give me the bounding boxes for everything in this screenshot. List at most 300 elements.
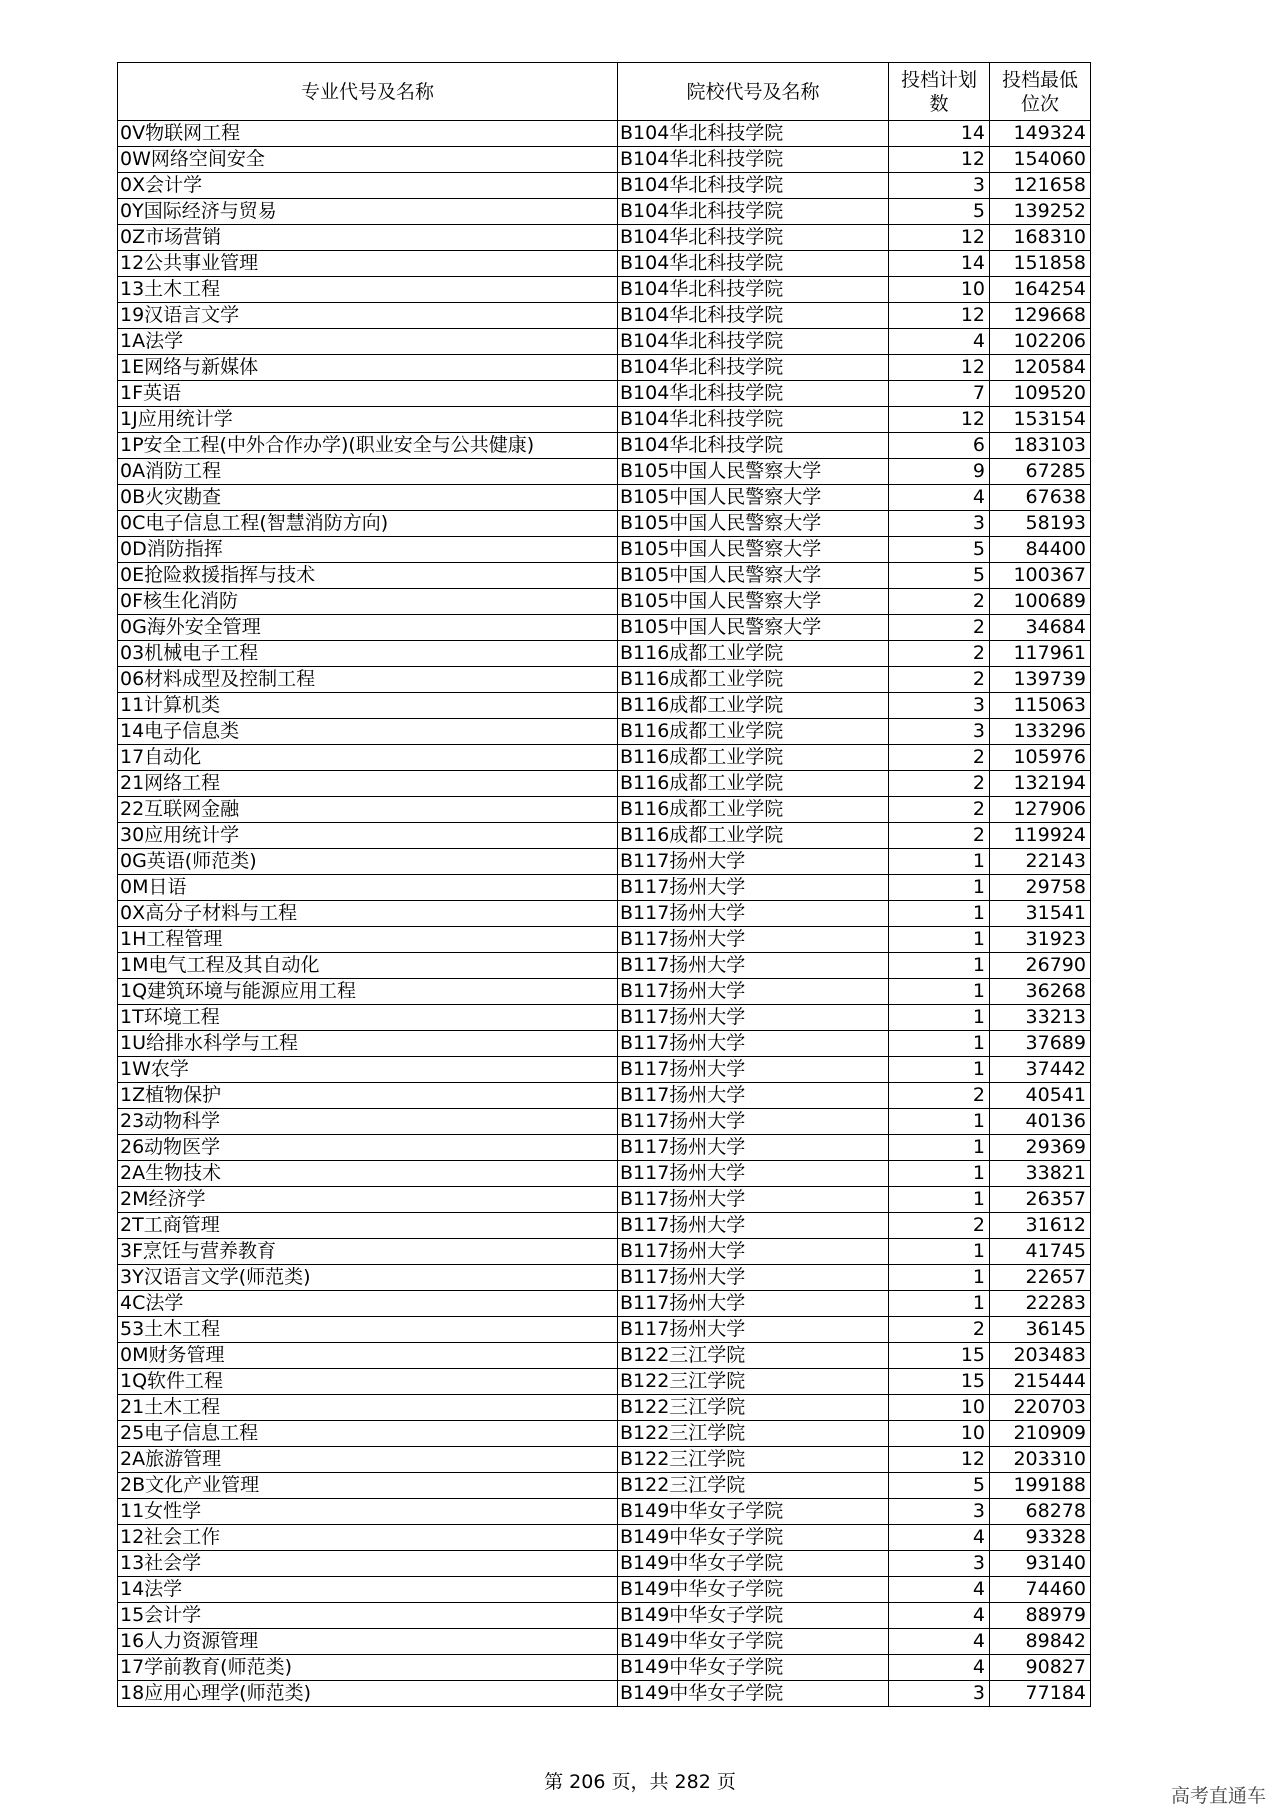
cell-school: B117扬州大学 <box>618 1317 889 1343</box>
cell-rank: 36145 <box>990 1317 1091 1343</box>
cell-plan: 5 <box>889 1473 990 1499</box>
cell-school: B116成都工业学院 <box>618 771 889 797</box>
cell-school: B105中国人民警察大学 <box>618 563 889 589</box>
cell-rank: 129668 <box>990 303 1091 329</box>
cell-plan: 1 <box>889 953 990 979</box>
cell-plan: 1 <box>889 1161 990 1187</box>
cell-plan: 4 <box>889 1603 990 1629</box>
cell-major: 0E抢险救援指挥与技术 <box>118 563 618 589</box>
cell-plan: 3 <box>889 1499 990 1525</box>
cell-school: B117扬州大学 <box>618 1031 889 1057</box>
cell-rank: 93328 <box>990 1525 1091 1551</box>
cell-school: B122三江学院 <box>618 1369 889 1395</box>
cell-plan: 1 <box>889 1031 990 1057</box>
cell-school: B116成都工业学院 <box>618 641 889 667</box>
cell-rank: 74460 <box>990 1577 1091 1603</box>
cell-major: 0X高分子材料与工程 <box>118 901 618 927</box>
cell-plan: 2 <box>889 615 990 641</box>
cell-rank: 29758 <box>990 875 1091 901</box>
cell-rank: 88979 <box>990 1603 1091 1629</box>
cell-plan: 4 <box>889 1655 990 1681</box>
cell-plan: 1 <box>889 875 990 901</box>
cell-major: 12公共事业管理 <box>118 251 618 277</box>
cell-school: B117扬州大学 <box>618 1213 889 1239</box>
cell-major: 0X会计学 <box>118 173 618 199</box>
cell-major: 2M经济学 <box>118 1187 618 1213</box>
table-row <box>118 1109 1091 1135</box>
cell-major: 19汉语言文学 <box>118 303 618 329</box>
cell-plan: 12 <box>889 1447 990 1473</box>
cell-plan: 1 <box>889 1265 990 1291</box>
table-row <box>118 1499 1091 1525</box>
cell-school: B149中华女子学院 <box>618 1655 889 1681</box>
cell-rank: 22283 <box>990 1291 1091 1317</box>
cell-plan: 3 <box>889 511 990 537</box>
cell-major: 03机械电子工程 <box>118 641 618 667</box>
cell-plan: 15 <box>889 1369 990 1395</box>
cell-rank: 29369 <box>990 1135 1091 1161</box>
cell-plan: 9 <box>889 459 990 485</box>
cell-plan: 4 <box>889 1577 990 1603</box>
cell-major: 2A生物技术 <box>118 1161 618 1187</box>
cell-rank: 58193 <box>990 511 1091 537</box>
cell-rank: 67285 <box>990 459 1091 485</box>
cell-major: 1T环境工程 <box>118 1005 618 1031</box>
cell-school: B105中国人民警察大学 <box>618 615 889 641</box>
cell-major: 0D消防指挥 <box>118 537 618 563</box>
cell-rank: 105976 <box>990 745 1091 771</box>
cell-school: B104华北科技学院 <box>618 199 889 225</box>
cell-rank: 139739 <box>990 667 1091 693</box>
cell-rank: 33213 <box>990 1005 1091 1031</box>
table-row <box>118 537 1091 563</box>
admission-table <box>117 62 1091 1707</box>
cell-plan: 3 <box>889 1551 990 1577</box>
table-row <box>118 147 1091 173</box>
table-row <box>118 225 1091 251</box>
table-row <box>118 1525 1091 1551</box>
cell-rank: 109520 <box>990 381 1091 407</box>
cell-major: 0G英语(师范类) <box>118 849 618 875</box>
cell-plan: 14 <box>889 251 990 277</box>
cell-plan: 2 <box>889 667 990 693</box>
table-row <box>118 511 1091 537</box>
cell-school: B122三江学院 <box>618 1473 889 1499</box>
cell-rank: 77184 <box>990 1681 1091 1707</box>
cell-school: B105中国人民警察大学 <box>618 589 889 615</box>
table-row <box>118 1317 1091 1343</box>
table-row <box>118 563 1091 589</box>
table-row <box>118 173 1091 199</box>
cell-plan: 4 <box>889 485 990 511</box>
cell-plan: 14 <box>889 121 990 147</box>
cell-school: B104华北科技学院 <box>618 225 889 251</box>
cell-rank: 183103 <box>990 433 1091 459</box>
cell-school: B105中国人民警察大学 <box>618 511 889 537</box>
cell-plan: 10 <box>889 1421 990 1447</box>
cell-rank: 31541 <box>990 901 1091 927</box>
table-row <box>118 1213 1091 1239</box>
cell-school: B104华北科技学院 <box>618 381 889 407</box>
cell-major: 0F核生化消防 <box>118 589 618 615</box>
cell-rank: 168310 <box>990 225 1091 251</box>
cell-plan: 12 <box>889 303 990 329</box>
cell-plan: 12 <box>889 407 990 433</box>
cell-major: 22互联网金融 <box>118 797 618 823</box>
cell-major: 1Z植物保护 <box>118 1083 618 1109</box>
cell-rank: 120584 <box>990 355 1091 381</box>
cell-school: B149中华女子学院 <box>618 1525 889 1551</box>
cell-school: B117扬州大学 <box>618 901 889 927</box>
cell-major: 1E网络与新媒体 <box>118 355 618 381</box>
table-row <box>118 355 1091 381</box>
cell-plan: 2 <box>889 1083 990 1109</box>
table-row <box>118 1551 1091 1577</box>
cell-school: B104华北科技学院 <box>618 251 889 277</box>
cell-school: B117扬州大学 <box>618 1239 889 1265</box>
cell-school: B116成都工业学院 <box>618 797 889 823</box>
cell-school: B117扬州大学 <box>618 1187 889 1213</box>
table-row <box>118 797 1091 823</box>
cell-school: B117扬州大学 <box>618 1161 889 1187</box>
cell-rank: 36268 <box>990 979 1091 1005</box>
cell-rank: 117961 <box>990 641 1091 667</box>
cell-rank: 203483 <box>990 1343 1091 1369</box>
table-body <box>118 121 1091 1707</box>
cell-major: 3Y汉语言文学(师范类) <box>118 1265 618 1291</box>
table-row <box>118 251 1091 277</box>
cell-school: B149中华女子学院 <box>618 1681 889 1707</box>
cell-school: B104华北科技学院 <box>618 433 889 459</box>
cell-plan: 1 <box>889 1057 990 1083</box>
cell-plan: 5 <box>889 537 990 563</box>
cell-rank: 22657 <box>990 1265 1091 1291</box>
cell-major: 21土木工程 <box>118 1395 618 1421</box>
table-row <box>118 459 1091 485</box>
table-row <box>118 277 1091 303</box>
table-row <box>118 823 1091 849</box>
cell-plan: 10 <box>889 277 990 303</box>
cell-plan: 2 <box>889 641 990 667</box>
cell-rank: 199188 <box>990 1473 1091 1499</box>
cell-major: 0M财务管理 <box>118 1343 618 1369</box>
cell-major: 11计算机类 <box>118 693 618 719</box>
cell-plan: 12 <box>889 355 990 381</box>
cell-school: B149中华女子学院 <box>618 1551 889 1577</box>
cell-school: B117扬州大学 <box>618 875 889 901</box>
cell-school: B117扬州大学 <box>618 1135 889 1161</box>
cell-rank: 68278 <box>990 1499 1091 1525</box>
cell-major: 0W网络空间安全 <box>118 147 618 173</box>
cell-rank: 26357 <box>990 1187 1091 1213</box>
cell-rank: 22143 <box>990 849 1091 875</box>
cell-plan: 4 <box>889 1525 990 1551</box>
cell-plan: 2 <box>889 589 990 615</box>
cell-plan: 1 <box>889 849 990 875</box>
cell-major: 14法学 <box>118 1577 618 1603</box>
cell-major: 1A法学 <box>118 329 618 355</box>
cell-major: 21网络工程 <box>118 771 618 797</box>
table-row <box>118 199 1091 225</box>
cell-rank: 127906 <box>990 797 1091 823</box>
cell-rank: 33821 <box>990 1161 1091 1187</box>
cell-major: 1F英语 <box>118 381 618 407</box>
cell-school: B104华北科技学院 <box>618 121 889 147</box>
cell-plan: 2 <box>889 797 990 823</box>
table-row <box>118 979 1091 1005</box>
table-row <box>118 1603 1091 1629</box>
table-row <box>118 1473 1091 1499</box>
cell-rank: 220703 <box>990 1395 1091 1421</box>
cell-rank: 37442 <box>990 1057 1091 1083</box>
cell-rank: 31923 <box>990 927 1091 953</box>
cell-school: B116成都工业学院 <box>618 693 889 719</box>
cell-major: 1M电气工程及其自动化 <box>118 953 618 979</box>
header-plan: 投档计划数 <box>889 63 990 121</box>
cell-major: 11女性学 <box>118 1499 618 1525</box>
cell-rank: 139252 <box>990 199 1091 225</box>
cell-rank: 41745 <box>990 1239 1091 1265</box>
table-row <box>118 121 1091 147</box>
cell-plan: 3 <box>889 719 990 745</box>
table-row <box>118 875 1091 901</box>
cell-school: B104华北科技学院 <box>618 147 889 173</box>
cell-rank: 34684 <box>990 615 1091 641</box>
cell-rank: 100689 <box>990 589 1091 615</box>
cell-major: 3F烹饪与营养教育 <box>118 1239 618 1265</box>
cell-plan: 12 <box>889 225 990 251</box>
cell-major: 0Y国际经济与贸易 <box>118 199 618 225</box>
cell-major: 1J应用统计学 <box>118 407 618 433</box>
cell-rank: 151858 <box>990 251 1091 277</box>
cell-school: B122三江学院 <box>618 1447 889 1473</box>
table-row <box>118 901 1091 927</box>
cell-plan: 1 <box>889 1187 990 1213</box>
cell-school: B117扬州大学 <box>618 1057 889 1083</box>
table-header-row <box>118 63 1091 121</box>
cell-school: B104华北科技学院 <box>618 407 889 433</box>
cell-major: 14电子信息类 <box>118 719 618 745</box>
cell-major: 26动物医学 <box>118 1135 618 1161</box>
table-row <box>118 1447 1091 1473</box>
cell-school: B149中华女子学院 <box>618 1499 889 1525</box>
cell-school: B149中华女子学院 <box>618 1577 889 1603</box>
cell-major: 0C电子信息工程(智慧消防方向) <box>118 511 618 537</box>
cell-school: B117扬州大学 <box>618 979 889 1005</box>
cell-rank: 164254 <box>990 277 1091 303</box>
cell-plan: 1 <box>889 1005 990 1031</box>
cell-school: B117扬州大学 <box>618 927 889 953</box>
table-row <box>118 1083 1091 1109</box>
table-row <box>118 485 1091 511</box>
cell-major: 1W农学 <box>118 1057 618 1083</box>
cell-rank: 100367 <box>990 563 1091 589</box>
cell-plan: 4 <box>889 329 990 355</box>
cell-major: 30应用统计学 <box>118 823 618 849</box>
cell-rank: 89842 <box>990 1629 1091 1655</box>
cell-school: B117扬州大学 <box>618 849 889 875</box>
cell-school: B117扬州大学 <box>618 953 889 979</box>
cell-rank: 102206 <box>990 329 1091 355</box>
cell-school: B116成都工业学院 <box>618 823 889 849</box>
cell-plan: 1 <box>889 1109 990 1135</box>
cell-plan: 2 <box>889 823 990 849</box>
cell-school: B104华北科技学院 <box>618 303 889 329</box>
cell-school: B116成都工业学院 <box>618 719 889 745</box>
table-row <box>118 1187 1091 1213</box>
cell-major: 06材料成型及控制工程 <box>118 667 618 693</box>
cell-plan: 5 <box>889 563 990 589</box>
cell-plan: 1 <box>889 1239 990 1265</box>
cell-major: 17学前教育(师范类) <box>118 1655 618 1681</box>
cell-plan: 3 <box>889 1681 990 1707</box>
table-row <box>118 589 1091 615</box>
cell-rank: 153154 <box>990 407 1091 433</box>
cell-school: B105中国人民警察大学 <box>618 459 889 485</box>
cell-major: 1Q建筑环境与能源应用工程 <box>118 979 618 1005</box>
cell-major: 2T工商管理 <box>118 1213 618 1239</box>
cell-rank: 67638 <box>990 485 1091 511</box>
table-row <box>118 667 1091 693</box>
table-row <box>118 1395 1091 1421</box>
cell-major: 0Z市场营销 <box>118 225 618 251</box>
cell-major: 1U给排水科学与工程 <box>118 1031 618 1057</box>
cell-school: B117扬州大学 <box>618 1291 889 1317</box>
cell-major: 16人力资源管理 <box>118 1629 618 1655</box>
table-row <box>118 381 1091 407</box>
cell-major: 0B火灾勘查 <box>118 485 618 511</box>
cell-plan: 7 <box>889 381 990 407</box>
table-row <box>118 1031 1091 1057</box>
table-row <box>118 771 1091 797</box>
cell-plan: 2 <box>889 1317 990 1343</box>
cell-rank: 26790 <box>990 953 1091 979</box>
table-row <box>118 1265 1091 1291</box>
table-row <box>118 1681 1091 1707</box>
table-row <box>118 615 1091 641</box>
cell-plan: 1 <box>889 927 990 953</box>
cell-rank: 84400 <box>990 537 1091 563</box>
cell-school: B117扬州大学 <box>618 1109 889 1135</box>
cell-plan: 1 <box>889 901 990 927</box>
cell-plan: 2 <box>889 1213 990 1239</box>
cell-major: 0G海外安全管理 <box>118 615 618 641</box>
header-school: 院校代号及名称 <box>618 63 889 121</box>
cell-plan: 10 <box>889 1395 990 1421</box>
cell-plan: 15 <box>889 1343 990 1369</box>
cell-major: 15会计学 <box>118 1603 618 1629</box>
cell-plan: 2 <box>889 745 990 771</box>
cell-school: B149中华女子学院 <box>618 1629 889 1655</box>
header-major: 专业代号及名称 <box>118 63 618 121</box>
cell-rank: 203310 <box>990 1447 1091 1473</box>
cell-rank: 121658 <box>990 173 1091 199</box>
watermark: 高考直通车 <box>1170 1785 1266 1807</box>
cell-rank: 90827 <box>990 1655 1091 1681</box>
cell-school: B116成都工业学院 <box>618 745 889 771</box>
table-row <box>118 1291 1091 1317</box>
cell-school: B104华北科技学院 <box>618 355 889 381</box>
table-row <box>118 1421 1091 1447</box>
cell-plan: 3 <box>889 693 990 719</box>
cell-major: 1Q软件工程 <box>118 1369 618 1395</box>
table-row <box>118 1005 1091 1031</box>
table-row <box>118 1577 1091 1603</box>
table-row <box>118 1655 1091 1681</box>
cell-rank: 210909 <box>990 1421 1091 1447</box>
cell-plan: 6 <box>889 433 990 459</box>
table-row <box>118 745 1091 771</box>
cell-rank: 154060 <box>990 147 1091 173</box>
table-row <box>118 1239 1091 1265</box>
table-row <box>118 329 1091 355</box>
table-row <box>118 1369 1091 1395</box>
cell-major: 17自动化 <box>118 745 618 771</box>
table-row <box>118 1057 1091 1083</box>
cell-rank: 115063 <box>990 693 1091 719</box>
cell-major: 23动物科学 <box>118 1109 618 1135</box>
cell-rank: 119924 <box>990 823 1091 849</box>
cell-school: B122三江学院 <box>618 1343 889 1369</box>
cell-plan: 1 <box>889 1135 990 1161</box>
cell-school: B104华北科技学院 <box>618 329 889 355</box>
table-row <box>118 927 1091 953</box>
table-row <box>118 641 1091 667</box>
table-row <box>118 693 1091 719</box>
cell-major: 53土木工程 <box>118 1317 618 1343</box>
cell-major: 25电子信息工程 <box>118 1421 618 1447</box>
cell-school: B105中国人民警察大学 <box>618 485 889 511</box>
table-row <box>118 953 1091 979</box>
cell-rank: 40136 <box>990 1109 1091 1135</box>
cell-school: B117扬州大学 <box>618 1083 889 1109</box>
cell-rank: 31612 <box>990 1213 1091 1239</box>
cell-rank: 132194 <box>990 771 1091 797</box>
cell-rank: 133296 <box>990 719 1091 745</box>
cell-major: 2A旅游管理 <box>118 1447 618 1473</box>
cell-rank: 149324 <box>990 121 1091 147</box>
cell-school: B117扬州大学 <box>618 1265 889 1291</box>
cell-plan: 4 <box>889 1629 990 1655</box>
table-row <box>118 1135 1091 1161</box>
table-row <box>118 433 1091 459</box>
cell-rank: 93140 <box>990 1551 1091 1577</box>
cell-school: B105中国人民警察大学 <box>618 537 889 563</box>
table-row <box>118 407 1091 433</box>
table-row <box>118 1161 1091 1187</box>
cell-school: B104华北科技学院 <box>618 173 889 199</box>
page-number: 第 206 页，共 282 页 <box>544 1771 736 1793</box>
cell-major: 18应用心理学(师范类) <box>118 1681 618 1707</box>
header-rank: 投档最低位次 <box>990 63 1091 121</box>
cell-school: B116成都工业学院 <box>618 667 889 693</box>
cell-school: B122三江学院 <box>618 1395 889 1421</box>
cell-plan: 5 <box>889 199 990 225</box>
table-row <box>118 1343 1091 1369</box>
cell-plan: 12 <box>889 147 990 173</box>
cell-major: 0V物联网工程 <box>118 121 618 147</box>
cell-plan: 1 <box>889 979 990 1005</box>
cell-school: B149中华女子学院 <box>618 1603 889 1629</box>
cell-major: 2B文化产业管理 <box>118 1473 618 1499</box>
table-row <box>118 1629 1091 1655</box>
cell-major: 12社会工作 <box>118 1525 618 1551</box>
cell-school: B117扬州大学 <box>618 1005 889 1031</box>
cell-plan: 1 <box>889 1291 990 1317</box>
cell-major: 1H工程管理 <box>118 927 618 953</box>
cell-school: B104华北科技学院 <box>618 277 889 303</box>
table-row <box>118 849 1091 875</box>
